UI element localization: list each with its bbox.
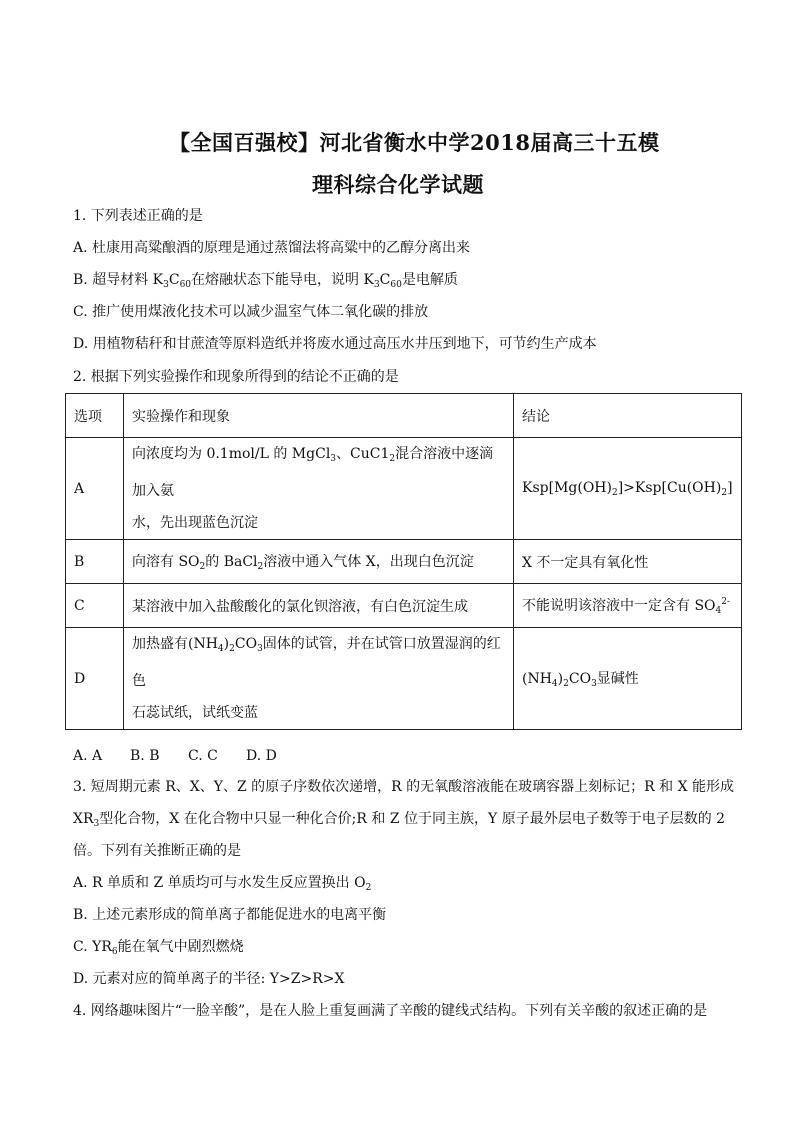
- header-conclusion: 结论: [514, 394, 742, 438]
- q3-option-d: D. 元素对应的简单离子的半径: Y>Z>R>X: [73, 971, 345, 987]
- row-a-option: A: [66, 438, 124, 540]
- q3-option-a: A. R 单质和 Z 单质均可与水发生反应置换出 $O_2$: [73, 875, 372, 893]
- row-c-option: C: [66, 584, 124, 628]
- q1-option-d: D. 用植物秸秆和甘蔗渣等原料造纸并将废水通过高压水井压到地下，可节约生产成本: [73, 336, 597, 352]
- q3-stem-line2: $XR_3$型化合物，X 在化合物中只显一种化合价;R 和 Z 位于同主族，Y 原子最外层电子数等于电子层数的 2: [73, 811, 726, 829]
- header-option: 选项: [66, 394, 124, 438]
- row-c-operation: 某溶液中加入盐酸酸化的氯化钡溶液，有白色沉淀生成: [124, 584, 514, 628]
- row-b-option: B: [66, 540, 124, 584]
- q2-choice-c: C. C: [188, 748, 218, 764]
- q2-table: [65, 393, 742, 730]
- q1-stem: 1. 下列表述正确的是: [73, 208, 203, 224]
- header-operation: 实验操作和现象: [124, 394, 514, 438]
- document-title: 【全国百强校】河北省衡水中学2018届高三十五模: [169, 130, 660, 155]
- document-subtitle: 理科综合化学试题: [312, 172, 484, 197]
- row-a-operation: 向浓度均为 0.1mol/L 的 MgCl$_3$、$CuC1_2$混合溶液中逐滴加入氨 水，先出现蓝色沉淀: [124, 438, 514, 540]
- q2-choice-a: A. A: [73, 748, 103, 764]
- q3-stem-line3: 倍。下列有关推断正确的是: [73, 843, 241, 859]
- row-d-option: D: [66, 628, 124, 730]
- q1-option-b: B. 超导材料 $K_3C_{60}$在熔融状态下能导电，说明 $K_3C_{60}$是电解质: [73, 272, 458, 290]
- q3-option-c: C. $YR_6$能在氧气中剧烈燃烧: [73, 939, 244, 957]
- table-row-c: [66, 584, 742, 628]
- q3-stem-line1: 3. 短周期元素 R、X、Y、Z 的原子序数依次递增，R 的无氧酸溶液能在玻璃容器上刻标记；R 和 X 能形成: [73, 779, 735, 795]
- q4-stem: 4. 网络趣味图片“一脸辛酸”，是在人脸上重复画满了辛酸的键线式结构。下列有关辛酸的叙述正确的是: [73, 1003, 708, 1019]
- q2-choice-b: B. B: [130, 748, 160, 764]
- table-header-row: [66, 394, 742, 438]
- row-d-operation: 加热盛有$(NH_4)_2CO_3$固体的试管，并在试管口放置湿润的红色 石蕊试纸，试纸变蓝: [124, 628, 514, 730]
- row-c-conclusion: 不能说明该溶液中一定含有 $SO_4^{2-}$: [514, 584, 742, 628]
- q1-option-a: A. 杜康用高粱酿酒的原理是通过蒸馏法将高粱中的乙醇分离出来: [73, 240, 471, 256]
- row-b-operation: 向溶有 $SO_2$的 BaCl$_2$溶液中通入气体 X，出现白色沉淀: [124, 540, 514, 584]
- q1-option-c: C. 推广使用煤液化技术可以减少温室气体二氧化碳的排放: [73, 304, 429, 320]
- table-row-a: [66, 438, 742, 540]
- q2-choice-d: D. D: [246, 748, 277, 764]
- table-row-d: [66, 628, 742, 730]
- table-row-b: [66, 540, 742, 584]
- row-d-conclusion: $(NH_4)_2CO_3$显碱性: [514, 628, 742, 730]
- q2-stem: 2. 根据下列实验操作和现象所得到的结论不正确的是: [73, 369, 399, 385]
- row-b-conclusion: X 不一定具有氧化性: [514, 540, 742, 584]
- q3-option-b: B. 上述元素形成的简单离子都能促进水的电离平衡: [73, 907, 387, 923]
- row-a-conclusion: $Ksp[Mg(OH)_2]>Ksp[Cu(OH)_2]$: [514, 438, 742, 540]
